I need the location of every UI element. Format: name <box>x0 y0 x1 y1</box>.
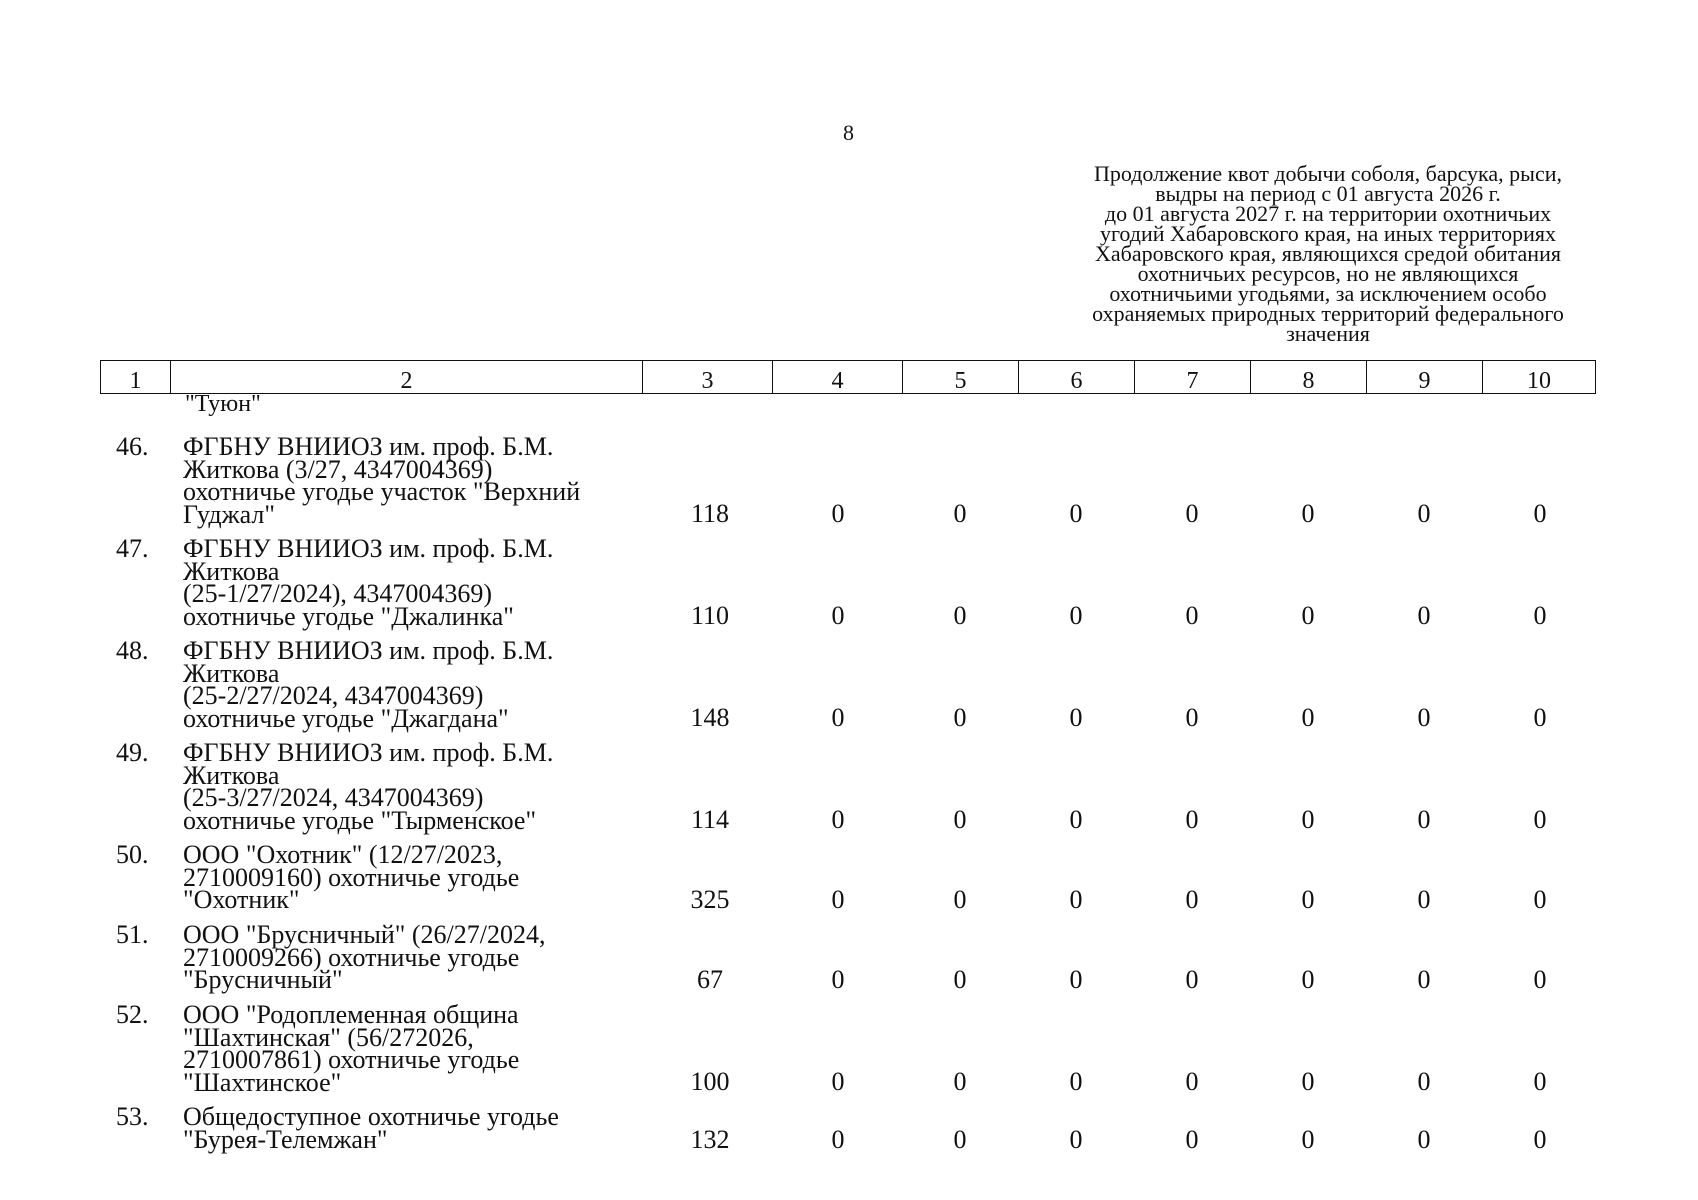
row-value: 0 <box>1069 601 1083 630</box>
column-header: 4 <box>772 360 903 394</box>
row-name-line: (25-2/27/2024, 4347004369) <box>183 681 484 710</box>
row-value: 0 <box>953 885 967 914</box>
column-header: 2 <box>170 360 643 394</box>
column-header: 1 <box>100 360 171 394</box>
row-name <box>183 432 653 529</box>
table-row <box>0 432 1698 529</box>
row-value: 0 <box>1069 965 1083 994</box>
row-value: 0 <box>1417 1125 1431 1154</box>
row-name-line: (25-1/27/2024), 4347004369) <box>183 579 493 608</box>
column-header: 3 <box>642 360 773 394</box>
row-value: 0 <box>1069 1125 1083 1154</box>
row-value: 0 <box>1417 965 1431 994</box>
row-value: 0 <box>953 499 967 528</box>
table-row <box>0 1000 1698 1097</box>
row-value: 0 <box>831 703 845 732</box>
row-value: 110 <box>690 601 730 630</box>
row-value: 0 <box>953 1067 967 1096</box>
row-value: 0 <box>1417 1067 1431 1096</box>
row-name <box>183 1102 653 1154</box>
row-value: 0 <box>1069 885 1083 914</box>
column-header: 7 <box>1134 360 1251 394</box>
row-name <box>183 636 653 733</box>
table-header-row <box>100 360 1596 396</box>
row-name-line: "Бурея-Телемжан" <box>183 1124 388 1154</box>
row-value: 0 <box>1417 499 1431 528</box>
caption-line: охраняемых природных территорий федерального <box>1092 301 1564 326</box>
row-name-line: ФГБНУ ВНИИОЗ им. проф. Б.М. <box>183 432 554 461</box>
row-name-line: охотничье угодье "Джалинка" <box>183 601 514 631</box>
caption-line: угодий Хабаровского края, на иных территориях <box>1099 221 1557 246</box>
row-name-line: 2710007861) охотничье угодье <box>183 1045 520 1074</box>
row-value: 0 <box>1185 1067 1199 1096</box>
row-number: 47. <box>116 534 149 563</box>
row-value: 0 <box>1069 703 1083 732</box>
row-name-line: 2710009266) охотничье угодье <box>183 942 520 972</box>
row-value: 0 <box>1301 805 1315 834</box>
row-value: 0 <box>1301 703 1315 732</box>
row-value: 0 <box>1533 1125 1547 1154</box>
row-name-line: Общедоступное охотничье угодье <box>183 1102 559 1131</box>
row-number: 50. <box>116 840 149 869</box>
row-value: 114 <box>690 805 730 834</box>
row-value: 0 <box>831 1125 845 1154</box>
row-value: 148 <box>690 703 730 732</box>
row-name-line: ООО "Брусничный" (26/27/2024, <box>183 920 546 949</box>
row-value: 0 <box>1533 703 1547 732</box>
row-name-line: охотничье угодье "Джагдана" <box>183 703 509 733</box>
row-value: 0 <box>1185 965 1199 994</box>
row-value: 325 <box>690 885 730 914</box>
row-name <box>183 534 653 631</box>
row-name-line: ФГБНУ ВНИИОЗ им. проф. Б.М. <box>183 636 554 665</box>
row-value: 0 <box>1533 601 1547 630</box>
row-name <box>183 1000 653 1097</box>
row-value: 0 <box>1185 885 1199 914</box>
row-name-line: Житкова <box>183 658 280 688</box>
row-value: 0 <box>1301 1067 1315 1096</box>
row-number: 49. <box>116 738 149 767</box>
row-name-line: ФГБНУ ВНИИОЗ им. проф. Б.М. <box>183 738 554 767</box>
caption-line: до 01 августа 2027 г. на территории охотничьих <box>1104 201 1552 226</box>
page-number: 8 <box>843 120 854 145</box>
row-value: 0 <box>831 965 845 994</box>
row-value: 0 <box>1301 601 1315 630</box>
row-value: 0 <box>953 703 967 732</box>
row-value: 0 <box>1185 499 1199 528</box>
caption-line: Хабаровского края, являющихся средой обитания <box>1095 241 1561 266</box>
caption-line: охотничьими угодьями, за исключением особо <box>1109 281 1547 306</box>
caption-line: Продолжение квот добычи соболя, барсука, рыси, <box>1093 161 1562 186</box>
column-header: 9 <box>1366 360 1483 394</box>
column-header: 10 <box>1482 360 1596 394</box>
row-value: 0 <box>1185 1125 1199 1154</box>
row-value: 100 <box>690 1067 730 1096</box>
table-row <box>0 738 1698 835</box>
row-number: 46. <box>116 432 149 461</box>
row-value: 0 <box>1301 499 1315 528</box>
row-name-line: ООО "Охотник" (12/27/2023, <box>183 840 503 869</box>
row-number: 53. <box>116 1102 149 1131</box>
column-header: 8 <box>1250 360 1367 394</box>
row-value: 118 <box>690 499 730 528</box>
row-value: 0 <box>831 885 845 914</box>
row-value: 0 <box>831 805 845 834</box>
row-name-line: "Брусничный" <box>183 965 343 994</box>
row-value: 0 <box>1417 703 1431 732</box>
row-name-line: 2710009160) охотничье угодье <box>183 862 520 892</box>
row-value: 0 <box>1533 805 1547 834</box>
caption-line: охотничьих ресурсов, но не являющихся <box>1137 261 1519 286</box>
row-value: 0 <box>1301 885 1315 914</box>
table-row <box>0 636 1698 733</box>
row-value: 0 <box>1533 885 1547 914</box>
row-name-line: ООО "Родоплеменная община <box>183 1000 519 1029</box>
row-value: 0 <box>1185 601 1199 630</box>
row-value: 0 <box>1069 1067 1083 1096</box>
row-value: 132 <box>690 1125 730 1154</box>
column-header: 5 <box>902 360 1019 394</box>
row-name <box>183 738 653 835</box>
caption-line: выдры на период с 01 августа 2026 г. <box>1155 181 1501 206</box>
row-name-line: "Охотник" <box>183 885 300 914</box>
row-value: 0 <box>1417 601 1431 630</box>
row-name <box>183 920 653 994</box>
table-row <box>0 534 1698 631</box>
row-name-line: "Шахтинское" <box>183 1067 342 1097</box>
row-value: 0 <box>831 601 845 630</box>
row-number: 48. <box>116 636 149 665</box>
row-value: 0 <box>1069 805 1083 834</box>
row-name-line: "Шахтинская" (56/272026, <box>183 1022 474 1052</box>
row-value: 0 <box>1533 499 1547 528</box>
row-number: 51. <box>116 920 149 949</box>
row-value: 0 <box>1185 805 1199 834</box>
row-name-line: Житкова <box>183 760 280 790</box>
row-name-line: (25-3/27/2024, 4347004369) <box>183 783 484 812</box>
row-value: 0 <box>831 499 845 528</box>
row-value: 0 <box>1417 885 1431 914</box>
row-value: 0 <box>1533 1067 1547 1096</box>
row-name-line: охотничье угодье участок "Верхний <box>183 477 581 506</box>
row-name-line: охотничье угодье "Тырменское" <box>183 805 537 835</box>
table-caption <box>1058 161 1598 346</box>
row-name-line: Житкова <box>183 556 280 586</box>
row-value: 0 <box>1069 499 1083 528</box>
row-value: 0 <box>1301 965 1315 994</box>
row-name-line: Гуджал" <box>183 499 275 529</box>
row-value: 0 <box>1533 965 1547 994</box>
row-value: 67 <box>697 965 723 994</box>
row-value: 0 <box>953 965 967 994</box>
row-value: 0 <box>1185 703 1199 732</box>
row-name-line: ФГБНУ ВНИИОЗ им. проф. Б.М. <box>183 534 554 563</box>
row-number: 52. <box>116 1000 149 1029</box>
carry-over-text: "Туюн" <box>185 391 261 417</box>
caption-line: значения <box>1286 321 1370 346</box>
row-value: 0 <box>953 805 967 834</box>
table-row <box>0 840 1698 914</box>
row-value: 0 <box>953 1125 967 1154</box>
row-value: 0 <box>1301 1125 1315 1154</box>
column-header: 6 <box>1018 360 1135 394</box>
row-name <box>183 840 653 914</box>
row-value: 0 <box>953 601 967 630</box>
table-row <box>0 920 1698 994</box>
row-value: 0 <box>831 1067 845 1096</box>
row-value: 0 <box>1417 805 1431 834</box>
row-name-line: Житкова (3/27, 4347004369) <box>183 454 493 484</box>
table-row <box>0 1102 1698 1154</box>
